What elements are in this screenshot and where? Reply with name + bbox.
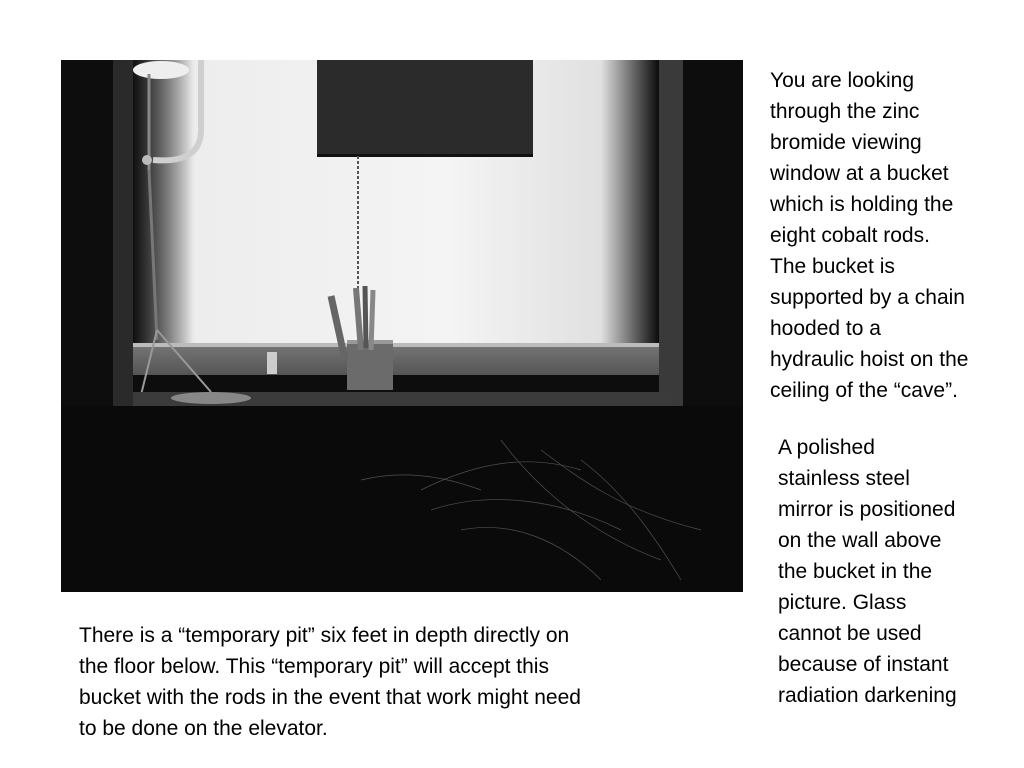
viewing-window-photo — [61, 60, 743, 592]
pit-description-caption: There is a “temporary pit” six feet in depth directly on the floor below. This “temporary pit” will accept this bucket with the rods in the event that work might need to be done on the elevator. — [79, 624, 581, 740]
mirror-description-caption: A polished stainless steel mirror is positioned on the wall above the bucket in the picture. Glass cannot be used because of instant radiation darkening — [778, 436, 957, 707]
window-description-caption: You are looking through the zinc bromide viewing window at a bucket which is holding the eight cobalt rods. The bucket is supported by a chain hooded to a hydraulic hoist on the ceiling of the “cave”. — [770, 69, 969, 402]
